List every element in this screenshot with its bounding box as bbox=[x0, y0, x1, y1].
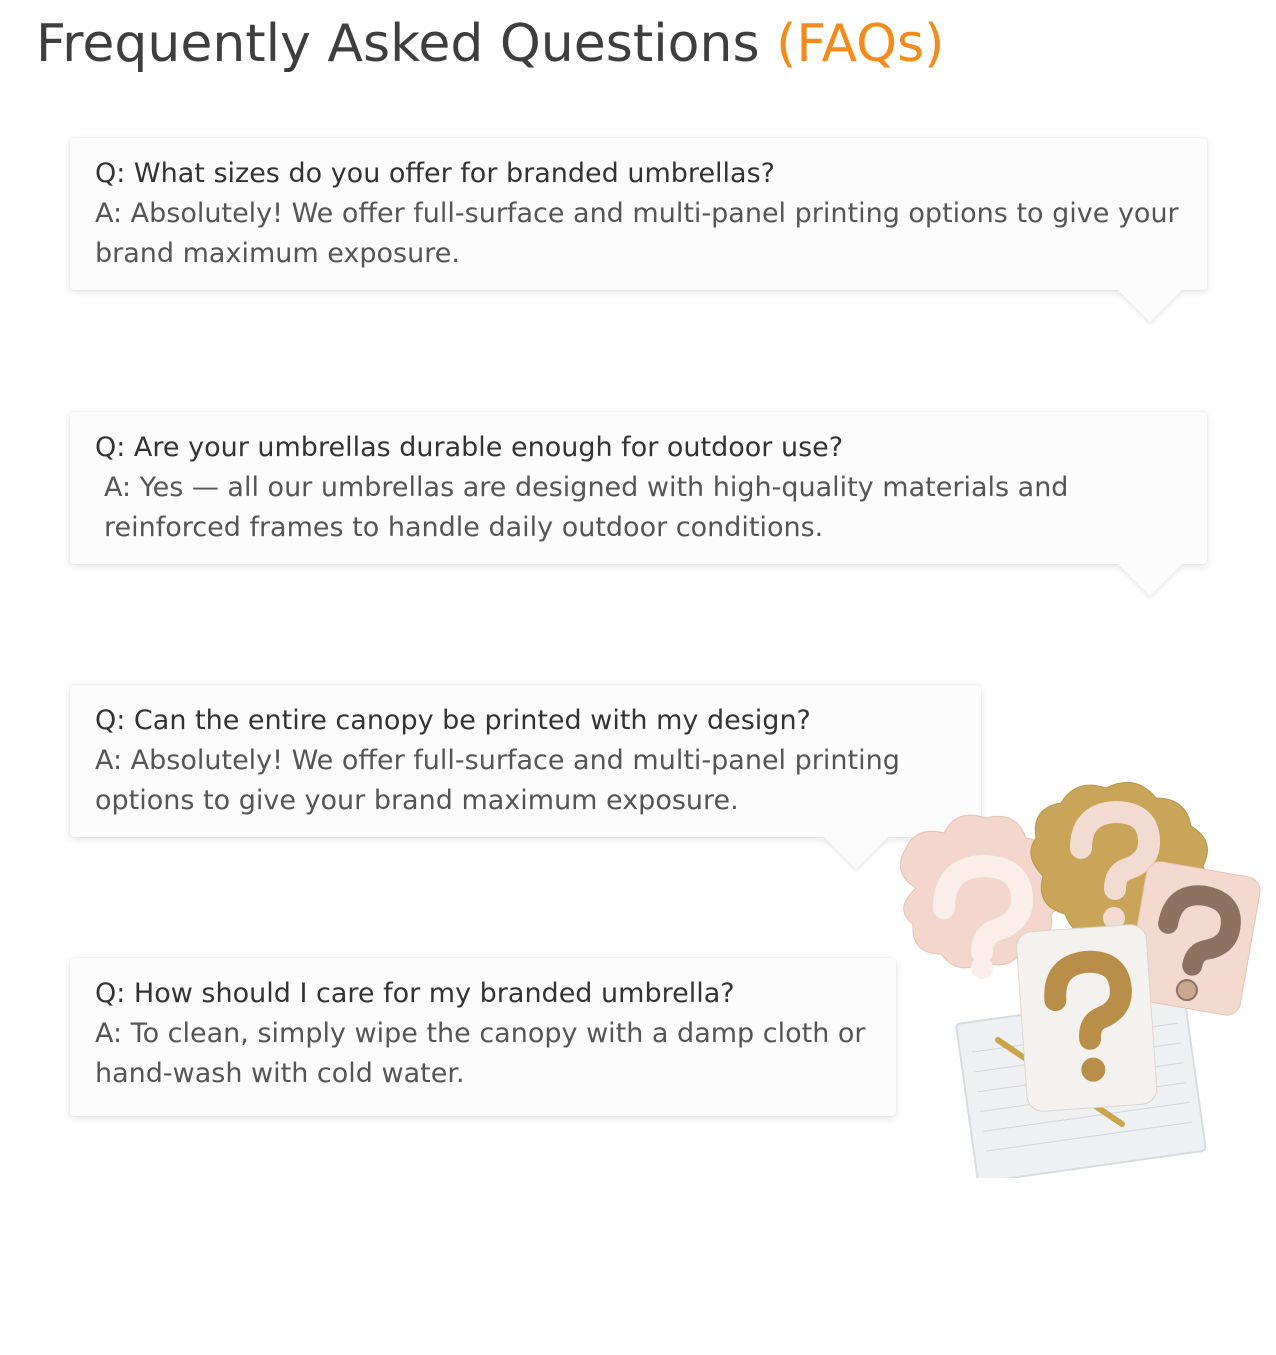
faq-question: Q: How should I care for my branded umbrella? bbox=[95, 978, 735, 1009]
page-title-main: Frequently Asked Questions bbox=[36, 14, 760, 74]
faq-question: Q: Are your umbrellas durable enough for outdoor use? bbox=[95, 432, 844, 463]
faq-answer: A: Absolutely! We offer full-surface and multi-panel printing options to give your brand maximum exposure. bbox=[95, 745, 900, 816]
faq-card-durability bbox=[70, 412, 1207, 564]
faq-answer: A: Yes — all our umbrellas are designed with high-quality materials and reinforced frames to handle daily outdoor conditions. bbox=[104, 472, 1069, 543]
faq-answer: A: Absolutely! We offer full-surface and multi-panel printing options to give your brand maximum exposure. bbox=[95, 198, 1179, 269]
faq-question: Q: What sizes do you offer for branded umbrellas? bbox=[95, 158, 775, 189]
faq-question: Q: Can the entire canopy be printed with my design? bbox=[95, 705, 811, 736]
faq-answer: A: To clean, simply wipe the canopy with a damp cloth or hand-wash with cold water. bbox=[95, 1018, 866, 1089]
faq-card-printing bbox=[70, 685, 981, 837]
faq-card-care bbox=[70, 958, 896, 1116]
white-card-center bbox=[1016, 924, 1158, 1113]
question-marks-icon bbox=[886, 778, 1266, 1178]
page-title-accent: (FAQs) bbox=[776, 14, 945, 74]
page-title bbox=[36, 14, 944, 74]
faq-card-sizes bbox=[70, 138, 1207, 290]
